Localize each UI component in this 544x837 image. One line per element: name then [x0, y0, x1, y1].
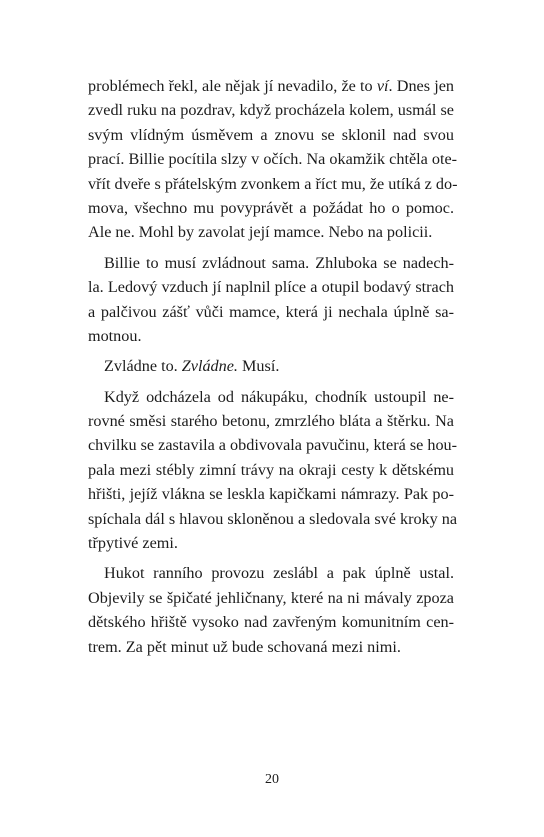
text-line: dětského hřiště vysoko nad zavřeným komunitním cen-	[88, 613, 454, 632]
text-line: spíchala dál s hlavou skloněnou a sledovala své kroky na	[88, 509, 458, 528]
text-line: la. Ledový vzduch jí naplnil plíce a otupil bodavý strach	[88, 278, 454, 297]
text-line: mova, všechno mu povyprávět a požádat ho o pomoc.	[88, 198, 454, 217]
text-line: Objevily se špičaté jehličnany, které na ni mávaly zpoza	[88, 588, 454, 607]
body-text	[88, 74, 458, 665]
text-line: problémech řekl, ale nějak jí nevadilo, že to ví. Dnes jen	[88, 77, 454, 95]
text-line: hřišti, jejíž vlákna se leskla kapičkami námrazy. Pak po-	[88, 485, 454, 504]
page-number: 20	[265, 772, 279, 787]
paragraph-1	[88, 74, 458, 245]
text-line: Když odcházela od nákupáku, chodník ustoupil ne-	[104, 387, 454, 406]
text-line: a palčivou zášť vůči mamce, která ji nechala úplně sa-	[88, 302, 454, 321]
text-line: třpytivé zemi.	[88, 534, 178, 553]
text-line: vřít dveře s přátelským zvonkem a říct mu, že utíká z do-	[88, 174, 458, 193]
text-line: chvilku se zastavila a obdivovala pavučinu, která se hou-	[88, 436, 458, 455]
text-line: trem. Za pět minut už bude schovaná mezi nimi.	[88, 637, 401, 656]
text-line: Hukot ranního provozu zeslábl a pak úplně ustal.	[104, 564, 454, 583]
text-line: motnou.	[88, 326, 142, 345]
text-line: rovné směsi starého betonu, zmrzlého bláta a štěrku. Na	[88, 412, 454, 431]
text-line: zvedl ruku na pozdrav, když procházela kolem, usmál se	[88, 101, 454, 120]
text-line: Billie to musí zvládnout sama. Zhluboka se nadech-	[104, 253, 454, 272]
text-line: Ale ne. Mohl by zavolat její mamce. Nebo na policii.	[88, 223, 433, 242]
text-line: prací. Billie pocítila slzy v očích. Na okamžik chtěla ote-	[88, 150, 458, 169]
paragraph-4	[88, 385, 458, 556]
paragraph-5	[88, 561, 454, 659]
text-line: Zvládne to. Zvládne. Musí.	[104, 357, 280, 376]
paragraph-2	[88, 251, 454, 349]
paragraph-3	[88, 354, 454, 378]
text-line: svým vlídným úsměvem a znovu se sklonil nad svou	[88, 125, 454, 144]
text-line: pala mezi stébly zimní trávy na okraji cesty k dětskému	[88, 460, 454, 479]
